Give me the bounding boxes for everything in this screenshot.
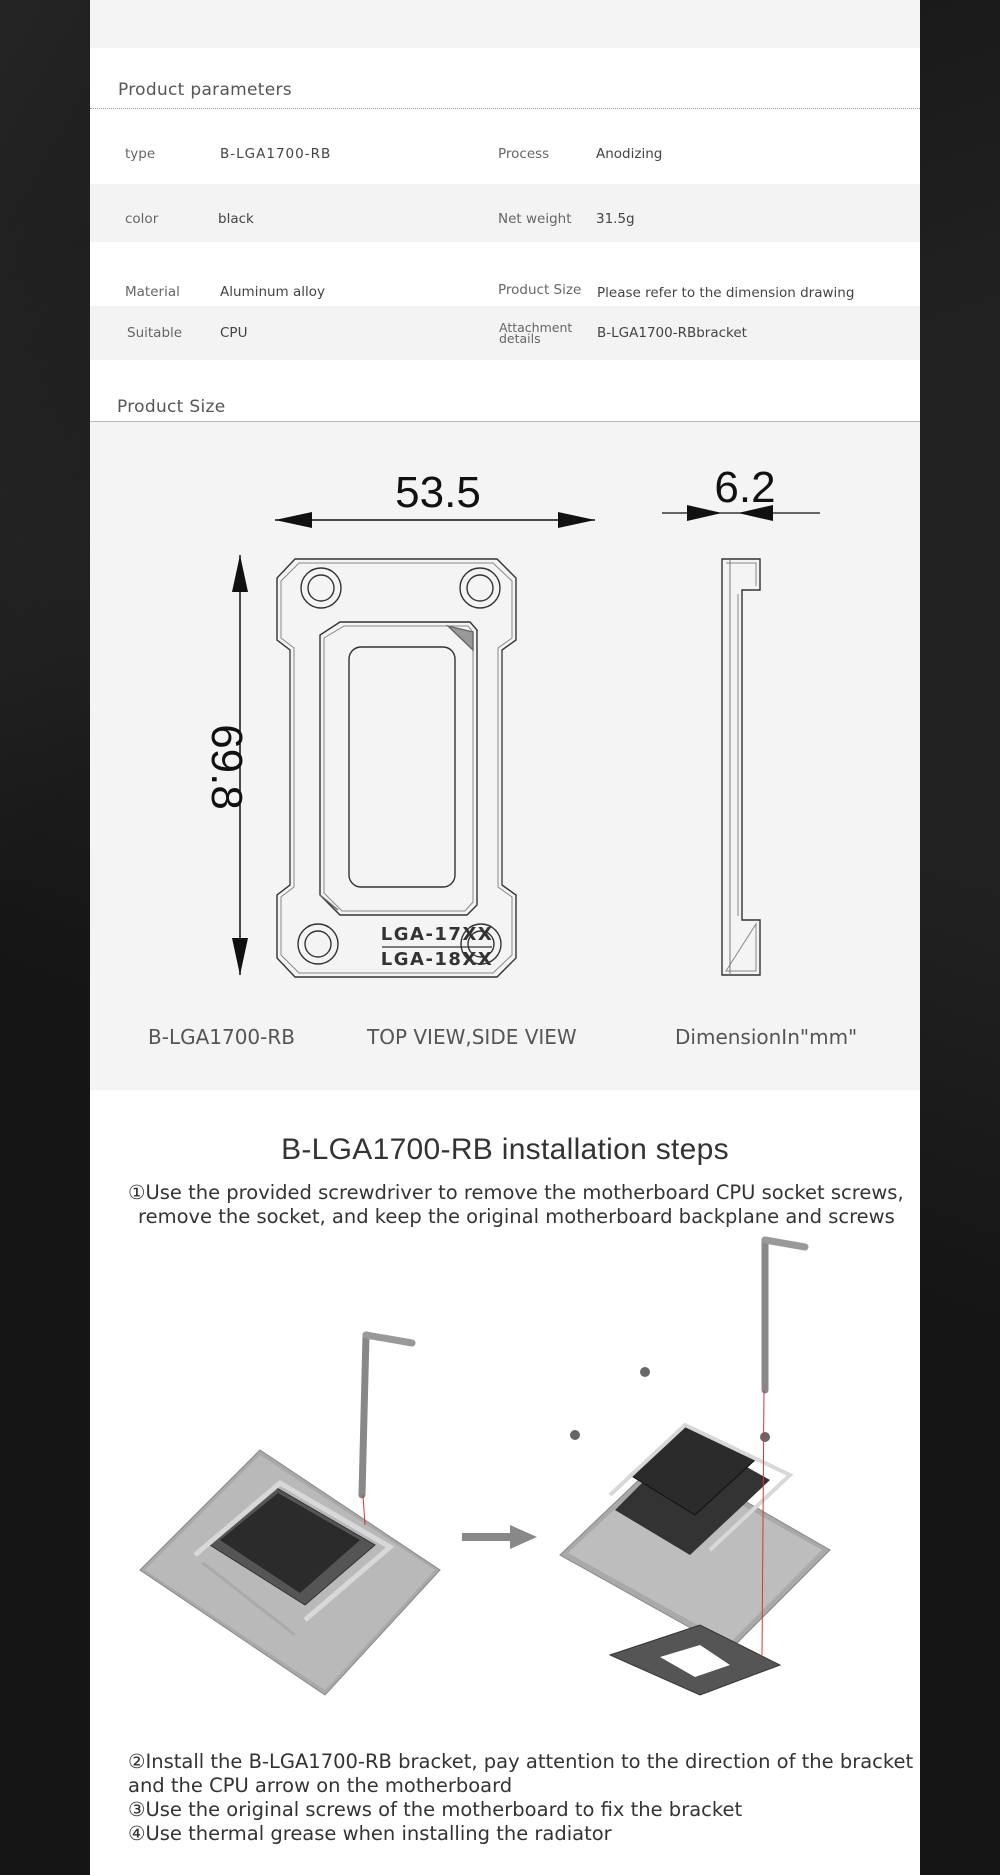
param-key: Process — [498, 146, 550, 162]
product-page-panel — [90, 0, 920, 1875]
install-title: B-LGA1700-RB installation steps — [281, 1133, 729, 1166]
width-arrow-right — [558, 512, 595, 528]
param-value: Please refer to the dimension drawing — [597, 284, 855, 301]
engraving-line-1: LGA-17XX — [380, 924, 494, 945]
step-1-line-2: remove the socket, and keep the original motherboard backplane and screws — [138, 1205, 895, 1228]
param-value: B-LGA1700-RBbracket — [597, 325, 747, 341]
param-key: Material — [125, 283, 180, 300]
param-key: Attachment details — [499, 320, 573, 346]
units-label: DimensionIn"mm" — [675, 1025, 858, 1049]
height-arrow-top — [232, 555, 248, 592]
param-value: Anodizing — [596, 146, 663, 162]
param-value: black — [218, 210, 254, 227]
param-key: type — [125, 146, 156, 162]
param-key: Product Size — [498, 282, 582, 299]
step-2-line-1: ②Install the B-LGA1700-RB bracket, pay attention to the direction of the bracket — [128, 1750, 914, 1773]
param-key: Suitable — [127, 325, 183, 341]
size-title: Product Size — [117, 397, 226, 417]
step-2-line-2: and the CPU arrow on the motherboard — [128, 1774, 513, 1797]
top-strip — [90, 0, 920, 48]
motherboard-right — [560, 1367, 830, 1695]
param-value: CPU — [220, 325, 248, 341]
width-arrow-left — [275, 512, 312, 528]
params-divider — [90, 108, 920, 109]
param-row-color — [90, 184, 920, 242]
step-4: ④Use thermal grease when installing the radiator — [128, 1822, 612, 1845]
param-key: color — [125, 210, 159, 227]
param-key: Net weight — [498, 210, 572, 227]
param-value: 31.5g — [596, 210, 635, 227]
param-value: B-LGA1700-RB — [220, 146, 332, 162]
views-label: TOP VIEW,SIDE VIEW — [367, 1025, 577, 1049]
model-label: B-LGA1700-RB — [148, 1025, 295, 1049]
param-value: Aluminum alloy — [220, 283, 326, 300]
hex-key-left — [362, 1335, 412, 1525]
step-3: ③Use the original screws of the motherboard to fix the bracket — [128, 1798, 743, 1821]
params-title: Product parameters — [118, 80, 292, 100]
dimension-drawing — [90, 440, 920, 1040]
engraving-line-2: LGA-18XX — [380, 949, 494, 970]
width-dimension: 53.5 — [395, 468, 481, 517]
step-1-line-1: ①Use the provided screwdriver to remove the motherboard CPU socket screws, — [128, 1181, 904, 1204]
bracket-side-view — [722, 559, 760, 975]
bracket-top-view — [277, 559, 516, 977]
thickness-dimension: 6.2 — [714, 463, 776, 512]
motherboard-left — [140, 1450, 440, 1695]
installation-illustration — [90, 1225, 920, 1705]
arrow-icon — [462, 1525, 537, 1549]
param-row-type — [90, 126, 920, 182]
param-row-suitable — [90, 306, 920, 360]
height-dimension: 69.8 — [202, 724, 251, 810]
height-arrow-bottom — [232, 938, 248, 975]
